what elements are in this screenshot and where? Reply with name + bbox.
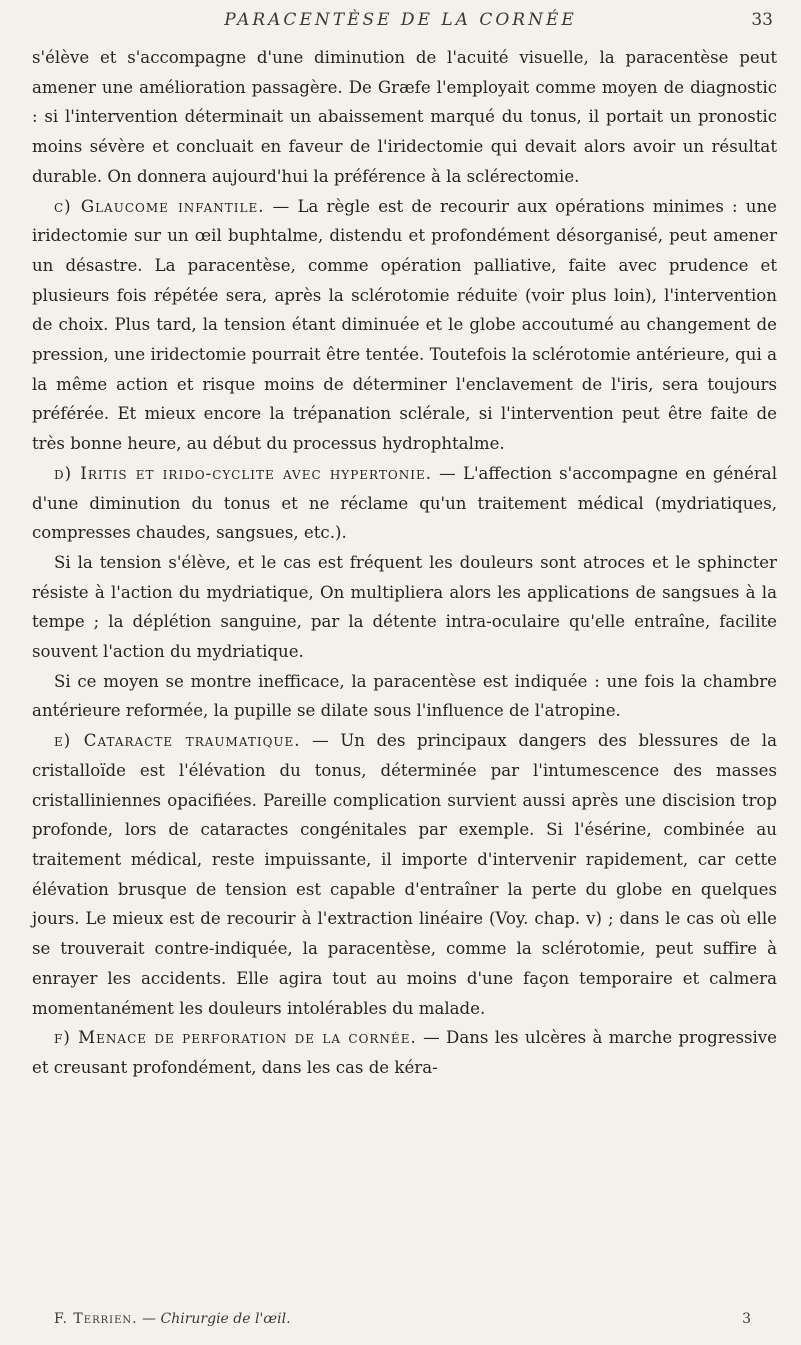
paragraph-text: s'élève et s'accompagne d'une diminution de l'acuité visuelle, la paracentèse peut amener une amélioration passagère. De Græfe l'employait comme moyen de diagnostic : si l'intervention déterminait un abaissement marqué du tonus, il portait un pronostic moins sévère et concluait en faveur de l'iridectomie qui devait alors avoir un résultat durable. On donnera aujourd'hui la préférence à la sclérectomie. [32,48,777,186]
footer-book-title: Chirurgie de l'œil. [160,1311,291,1327]
footer-separator: — [137,1311,161,1327]
section-heading: c) Glaucome infantile. [54,196,265,216]
section-heading: e) Cataracte traumatique. [54,731,301,751]
section-heading: f) Menace de perforation de la cornée. [54,1028,417,1048]
paragraph-text: — Dans les ulcères à marche progressive et creusant profondément, dans les cas de kéra- [32,1028,777,1077]
paragraph-text: — Un des principaux dangers des blessures de la cristalloïde est l'élévation du tonus, déterminée par l'intumescence des masses cristalliniennes opacifiées. Pareille complication survient aussi après une discision trop profonde, lors de cataractes congénitales par exemple. Si l'ésérine, combinée au traitement médical, reste impuissante, il importe d'intervenir rapidement, car cette élévation brusque de tension est capable d'entraîner la perte du globe en quelques jours. Le mieux est de recourir à l'extraction linéaire (Voy. chap. v) ; dans le cas où elle se trouverait contre-indiquée, la paracentèse, comme la sclérotomie, peut suffire à enrayer les accidents. Elle agira tout au moins d'une façon temporaire et calmera momentanément les douleurs intolérables du malade. [32,731,777,1018]
page-footer [54,1311,771,1333]
running-title: PARACENTÈSE DE LA CORNÉE [224,10,577,30]
paragraph-text: — La règle est de recourir aux opérations minimes : une iridectomie sur un œil buphtalme, distendu et profondément désorganisé, peut amener un désastre. La paracentèse, comme opération palliative, faite avec prudence et plusieurs fois répétée sera, après la sclérotomie réduite (voir plus loin), l'intervention de choix. Plus tard, la tension étant diminuée et le globe accoutumé au changement de pression, une iridectomie pourrait être tentée. Toutefois la sclérotomie antérieure, qui a la même action et risque moins de déterminer l'enclavement de l'iris, sera toujours préférée. Et mieux encore la trépanation sclérale, si l'intervention peut être faite de très bonne heure, au début du processus hydrophtalme. [32,196,777,454]
paragraph-cataracte-traumatique [32,726,777,1023]
page-number: 33 [751,10,773,30]
section-heading: d) Iritis et irido-cyclite avec hypertonie. [54,463,432,483]
paragraph-text: Si ce moyen se montre inefficace, la paracentèse est indiquée : une fois la chambre antérieure reformée, la pupille se dilate sous l'influence de l'atropine. [32,671,777,721]
footer-author: F. Terrien. [54,1311,138,1327]
paragraph-menace-perforation [32,1023,777,1082]
paragraph-iritis [32,459,777,548]
paragraph-glaucome-infantile [32,192,777,459]
paragraph-4 [32,548,777,667]
paragraph-1 [32,43,777,192]
body-text [32,43,777,1083]
paragraph-5 [32,667,777,726]
paragraph-text: — L'affection s'accompagne en général d'une diminution du tonus et ne réclame qu'un traitement médical (mydriatiques, compresses chaudes, sangsues, etc.). [32,463,778,543]
paragraph-text: Si la tension s'élève, et le cas est fréquent les douleurs sont atroces et le sphincter résiste à l'action du mydriatique, On multipliera alors les applications de sangsues à la tempe ; la déplétion sanguine, par la détente intra-oculaire qu'elle entraîne, facilite souvent l'action du mydriatique. [32,552,777,662]
footer-signature-mark: 3 [742,1311,751,1327]
page-header [0,10,801,40]
